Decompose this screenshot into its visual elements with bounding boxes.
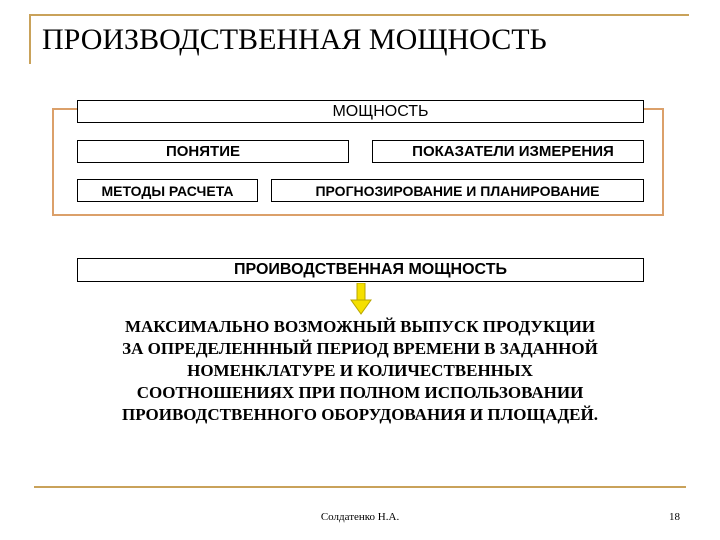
box-capacity-root: МОЩНОСТЬ: [77, 100, 644, 123]
capacity-definition: [60, 316, 660, 436]
box-calculation-methods: МЕТОДЫ РАСЧЕТА: [77, 179, 258, 202]
box-concept: ПОНЯТИЕ: [77, 140, 349, 163]
footer-divider: [34, 486, 686, 488]
definition-line: ПРОИВОДСТВЕННОГО ОБОРУДОВАНИЯ И ПЛОЩАДЕЙ.: [122, 405, 598, 424]
title-frame-vertical: [29, 14, 31, 64]
page-number: 18: [669, 511, 680, 523]
title-frame-horizontal: [29, 14, 689, 16]
box-forecasting-planning: ПРОГНОЗИРОВАНИЕ И ПЛАНИРОВАНИЕ: [271, 179, 644, 202]
definition-line: ЗА ОПРЕДЕЛЕНННЫЙ ПЕРИОД ВРЕМЕНИ В ЗАДАННОЙ: [122, 339, 598, 358]
definition-line: НОМЕНКЛАТУРЕ И КОЛИЧЕСТВЕННЫХ: [187, 361, 533, 380]
definition-line: МАКСИМАЛЬНО ВОЗМОЖНЫЙ ВЫПУСК ПРОДУКЦИИ: [124, 317, 596, 336]
down-arrow-icon: [350, 283, 372, 315]
definition-line: СООТНОШЕНИЯХ ПРИ ПОЛНОМ ИСПОЛЬЗОВАНИИ: [136, 383, 584, 402]
author-name: Солдатенко Н.А.: [320, 511, 400, 523]
box-measurement-indicators: ПОКАЗАТЕЛИ ИЗМЕРЕНИЯ: [372, 140, 644, 163]
slide-title: ПРОИЗВОДСТВЕННАЯ МОЩНОСТЬ: [42, 23, 547, 56]
box-production-capacity: ПРОИВОДСТВЕННАЯ МОЩНОСТЬ: [77, 258, 644, 282]
